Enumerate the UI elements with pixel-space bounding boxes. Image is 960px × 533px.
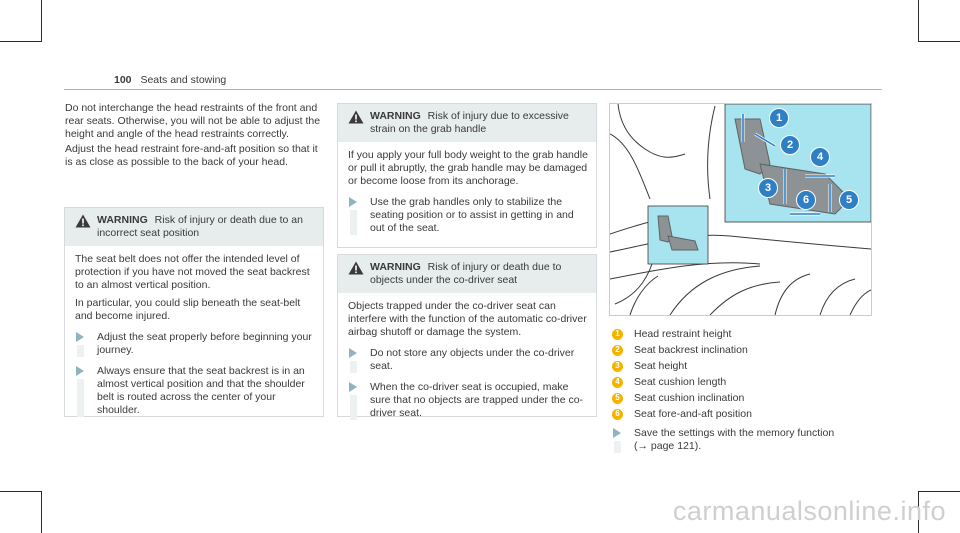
callout-2: 2 [780, 135, 800, 155]
legend-number: 4 [612, 377, 623, 388]
step-arrow-icon [349, 382, 357, 392]
legend-item [612, 374, 752, 390]
legend-item [612, 390, 752, 406]
step-text: Always ensure that the seat backrest is in an almost vertical position and that the shoulder belt is routed across the center of your shoulder. [97, 365, 305, 416]
header-rule [64, 89, 882, 90]
step [75, 331, 315, 357]
legend-text: Head restraint height [634, 328, 732, 340]
paragraph: Adjust the head restraint fore-and-aft position so that it is as close as possible to the back of your head. [65, 143, 318, 168]
seat-adjustment-figure [609, 103, 872, 316]
warning-box-co-driver-seat [337, 254, 597, 417]
warning-text: In particular, you could slip beneath the seat-belt and become injured. [75, 297, 301, 322]
callout-4: 4 [810, 147, 830, 167]
legend-item [612, 406, 752, 422]
legend-text: Seat cushion inclination [634, 392, 745, 404]
step [75, 365, 315, 417]
legend-item [612, 326, 752, 342]
crop-mark [918, 41, 960, 42]
warning-box-grab-handle [337, 103, 597, 248]
warning-title: Risk of injury due to excessive strain on the grab handle [370, 110, 569, 135]
crop-mark [0, 491, 42, 492]
figure-legend [612, 326, 752, 422]
step-arrow-icon [349, 197, 357, 207]
warning-text: Objects trapped under the co-driver seat can interfere with the function of the automatic co-driver airbag shutoff or damage the system. [348, 300, 587, 338]
warning-header [338, 104, 596, 142]
left-column [65, 102, 323, 169]
warning-text: If you apply your full body weight to the grab handle or pull it abruptly, the grab handle may be damaged or become loose from its anchorage. [348, 149, 588, 187]
callout-6: 6 [796, 190, 816, 210]
warning-label: WARNING [97, 214, 148, 226]
crop-mark [918, 0, 919, 42]
step-arrow-icon [76, 332, 84, 342]
warning-title: Risk of injury or death due to objects under the co-driver seat [370, 261, 562, 286]
warning-label: WARNING [370, 110, 421, 122]
page-header [114, 74, 226, 86]
warning-title: Risk of injury or death due to an incorrect seat position [97, 214, 303, 239]
memory-step [612, 427, 872, 453]
legend-number: 3 [612, 361, 623, 372]
watermark: carmanualsonline.info [672, 496, 946, 526]
legend-text: Seat fore-and-aft position [634, 408, 752, 420]
step-arrow-icon [613, 428, 621, 438]
legend-number: 6 [612, 409, 623, 420]
legend-text: Seat cushion length [634, 376, 727, 388]
step-text: When the co-driver seat is occupied, make sure that no objects are trapped under the co-driver seat. [370, 381, 584, 419]
step-text: Save the settings with the memory function [634, 427, 835, 439]
legend-item [612, 358, 752, 374]
step-text: Use the grab handles only to stabilize the seating position or to assist in getting in and out of the seat. [370, 196, 574, 234]
warning-triangle-icon [75, 214, 91, 228]
legend-text: Seat backrest inclination [634, 344, 748, 356]
step-text: Adjust the seat properly before beginning your journey. [97, 331, 312, 356]
step [612, 427, 872, 453]
legend-item [612, 342, 752, 358]
warning-triangle-icon [348, 261, 364, 275]
page-reference-link[interactable]: (→ page 121). [634, 440, 702, 452]
step [348, 381, 588, 420]
step [348, 347, 588, 373]
warning-body [338, 293, 596, 428]
crop-mark [41, 0, 42, 42]
warning-label: WARNING [370, 261, 421, 273]
warning-text: The seat belt does not offer the intended level of protection if you have not moved the seat backrest to an almost vertical position. [75, 253, 310, 291]
paragraph: Do not interchange the head restraints of the front and rear seats. Otherwise, you will not be able to adjust the height and angle of the head restraints correctly. [65, 102, 321, 140]
section-title: Seats and stowing [140, 74, 227, 86]
legend-number: 1 [612, 329, 623, 340]
warning-header [65, 208, 323, 246]
crop-mark [0, 41, 42, 42]
warning-header [338, 255, 596, 293]
callout-5: 5 [839, 190, 859, 210]
warning-body [338, 142, 596, 243]
step-arrow-icon [349, 348, 357, 358]
door-panel-illustration [610, 104, 871, 315]
callout-3: 3 [758, 178, 778, 198]
warning-triangle-icon [348, 110, 364, 124]
crop-mark [918, 491, 960, 492]
legend-text: Seat height [634, 360, 688, 372]
step-text: Do not store any objects under the co-driver seat. [370, 347, 575, 372]
step [348, 196, 588, 235]
warning-box-seat-position [64, 207, 324, 417]
crop-mark [41, 491, 42, 533]
legend-number: 2 [612, 345, 623, 356]
page-number: 100 [114, 74, 132, 86]
legend-number: 5 [612, 393, 623, 404]
callout-1: 1 [769, 108, 789, 128]
step-arrow-icon [76, 366, 84, 376]
warning-body [65, 246, 323, 425]
